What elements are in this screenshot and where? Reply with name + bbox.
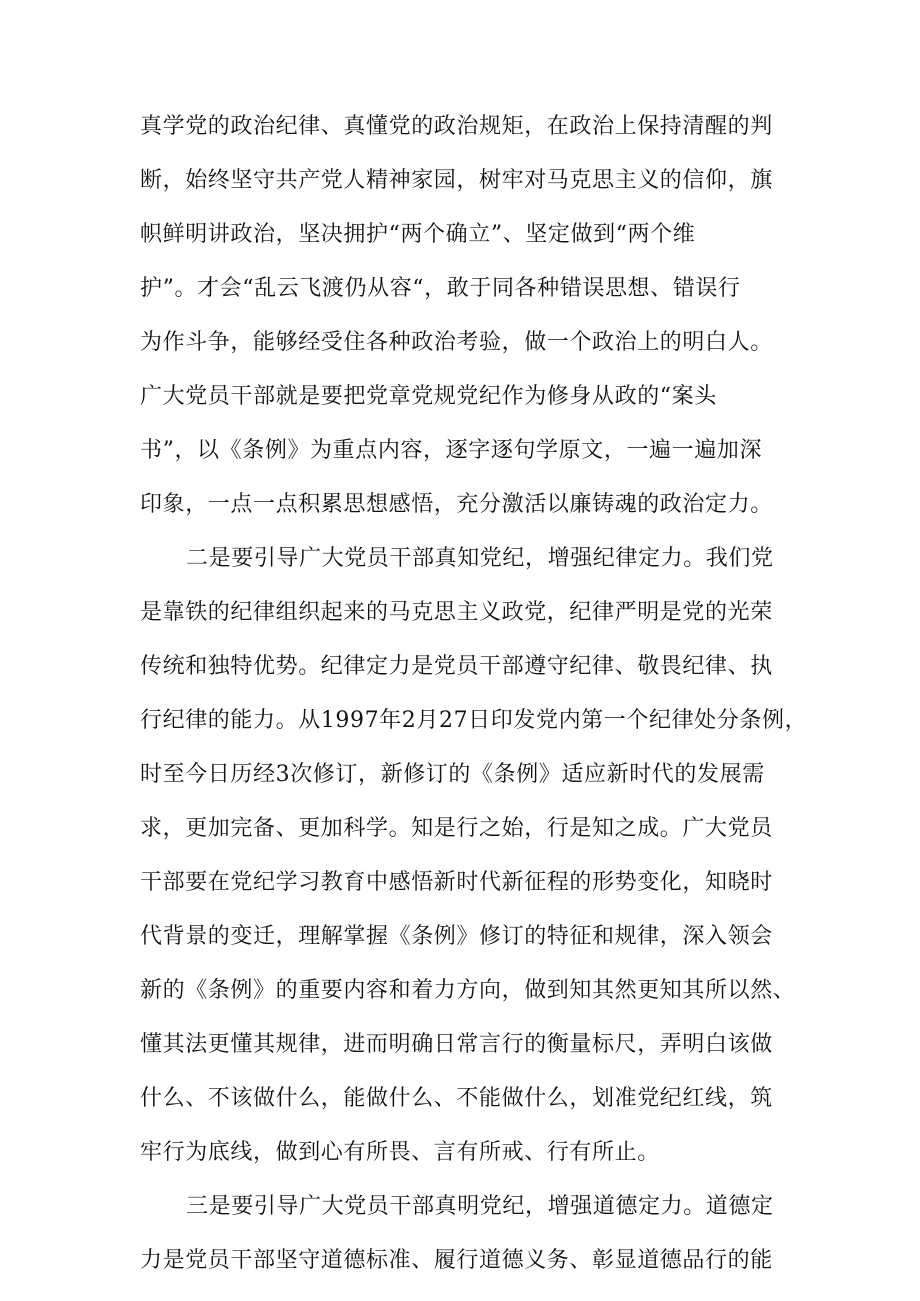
text-line: 行纪律的能力。从1997年2月27日印发党内第一个纪律处分条例， — [140, 708, 808, 733]
text-line: 时至今日历经3次修订，新修订的《条例》适应新时代的发展需 — [140, 762, 765, 787]
text-line: 断，始终坚守共产党人精神家园，树牢对马克思主义的信仰，旗 — [140, 168, 773, 193]
text-line: 为作斗争，能够经受住各种政治考验，做一个政治上的明白人。 — [140, 330, 773, 355]
text-line: 新的《条例》的重要内容和着力方向，做到知其然更知其所以然、 — [140, 978, 796, 1003]
text-line: 什么、不该做什么，能做什么、不能做什么，划准党纪红线，筑 — [140, 1086, 773, 1111]
text-line: 懂其法更懂其规律，进而明确日常言行的衡量标尺，弄明白该做 — [140, 1032, 773, 1057]
text-line: 力是党员干部坚守道德标准、履行道德义务、彰显道德品行的能 — [140, 1248, 773, 1273]
text-line: 书”，以《条例》为重点内容，逐字逐句学原文，一遍一遍加深 — [140, 438, 763, 463]
text-line: 护”。才会“乱云飞渡仍从容“，敢于同各种错误思想、错误行 — [140, 276, 741, 301]
text-line: 求，更加完备、更加科学。知是行之始，行是知之成。广大党员 — [140, 816, 773, 841]
paragraph-start-line: 二是要引导广大党员干部真知党纪，增强纪律定力。我们党 — [186, 546, 774, 571]
text-line: 是靠铁的纪律组织起来的马克思主义政党，纪律严明是党的光荣 — [140, 600, 773, 625]
text-line: 广大党员干部就是要把党章党规党纪作为修身从政的“案头 — [140, 384, 717, 409]
text-line: 传统和独特优势。纪律定力是党员干部遵守纪律、敬畏纪律、执 — [140, 654, 773, 679]
text-line: 印象，一点一点积累思想感悟，充分激活以廉铸魂的政治定力。 — [140, 492, 773, 517]
text-line: 帜鲜明讲政治，坚决拥护“两个确立”、坚定做到“两个维 — [140, 222, 696, 247]
paragraph-start-line: 三是要引导广大党员干部真明党纪，增强道德定力。道德定 — [186, 1194, 774, 1219]
text-line: 真学党的政治纪律、真懂党的政治规矩，在政治上保持清醒的判 — [140, 114, 773, 139]
text-line: 代背景的变迁，理解掌握《条例》修订的特征和规律，深入领会 — [140, 924, 773, 949]
text-line: 牢行为底线，做到心有所畏、言有所戒、行有所止。 — [140, 1140, 660, 1165]
text-line: 干部要在党纪学习教育中感悟新时代新征程的形势变化，知晓时 — [140, 870, 773, 895]
